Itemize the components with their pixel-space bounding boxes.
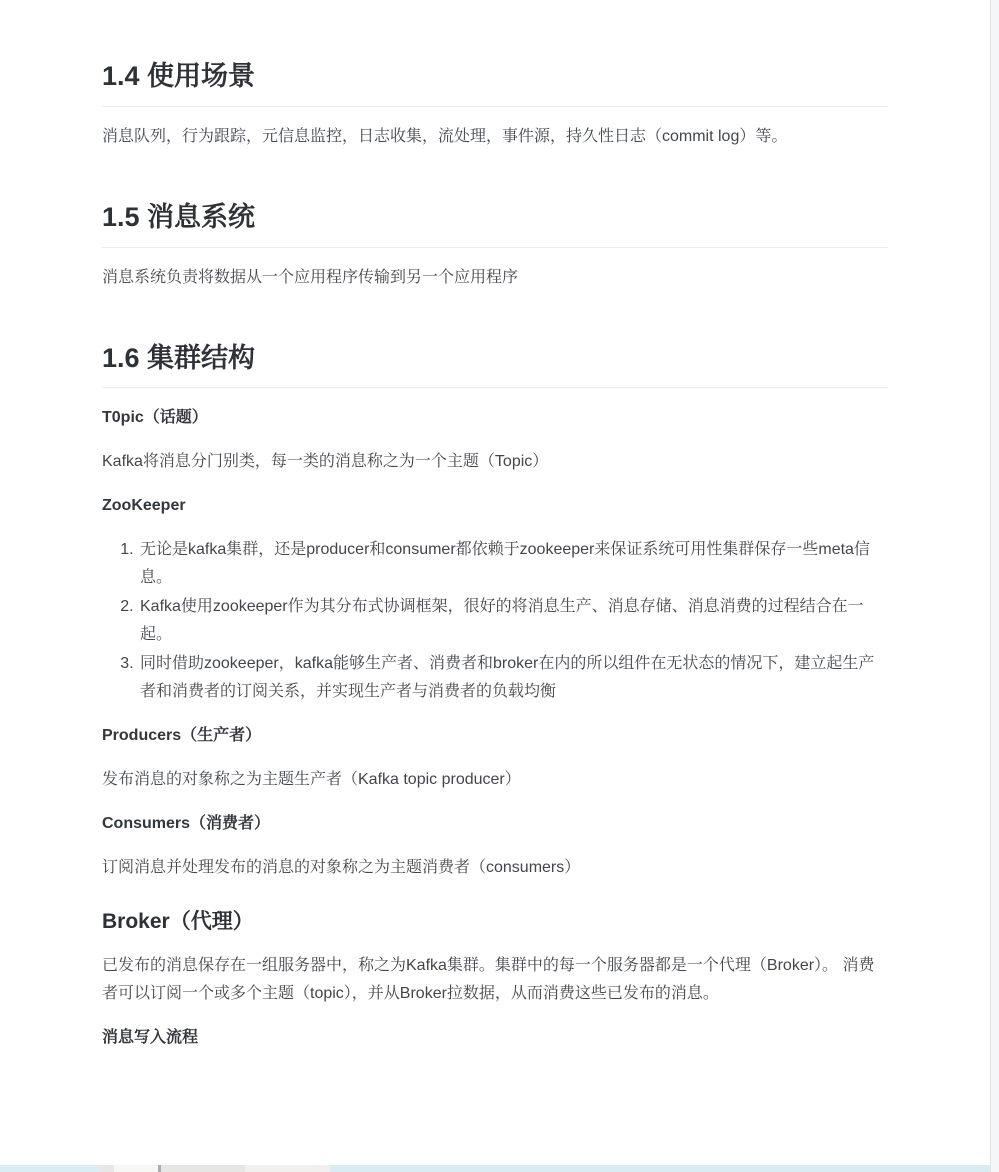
message-write-flow-subheading: 消息写入流程 <box>102 1028 199 1046</box>
usage-paragraph: 消息队列，行为跟踪，元信息监控，日志收集，流处理，事件源，持久性日志（commit log）等。 <box>102 127 788 145</box>
consumers-subheading: Consumers（消费者） <box>102 815 271 833</box>
section-title-cluster-structure: 1.6 集群结构 <box>102 342 888 389</box>
section-title-usage: 1.4 使用场景 <box>102 60 888 107</box>
zookeeper-subheading: ZooKeeper <box>102 497 186 515</box>
topic-paragraph: Kafka将消息分门别类，每一类的消息称之为一个主题（Topic） <box>102 453 549 471</box>
strip-segment <box>161 1165 245 1172</box>
consumers-paragraph: 订阅消息并处理发布的消息的对象称之为主题消费者（consumers） <box>102 859 581 877</box>
message-system-paragraph: 消息系统负责将数据从一个应用程序传输到另一个应用程序 <box>102 268 519 286</box>
strip-segment <box>114 1165 158 1172</box>
producers-paragraph: 发布消息的对象称之为主题生产者（Kafka topic producer） <box>102 771 521 789</box>
zookeeper-list <box>102 536 888 706</box>
list-item: 1. 无论是kafka集群，还是producer和consumer都依赖于zookeeper来保证系统可用性集群保存一些meta信息。 <box>138 536 888 592</box>
list-item: 3. 同时借助zookeeper，kafka能够生产者、消费者和broker在内的所以组件在无状态的情况下，建立起生产者和消费者的订阅关系，并实现生产者与消费者的负载均衡 <box>138 650 888 706</box>
strip-segment <box>330 1165 991 1172</box>
partial-image-strip <box>0 1165 991 1172</box>
list-item: 2. Kafka使用zookeeper作为其分布式协调框架，很好的将消息生产、消息存储、消息消费的过程结合在一起。 <box>138 593 888 649</box>
strip-segment <box>245 1165 330 1172</box>
topic-subheading: T0pic（话题） <box>102 409 208 427</box>
producers-subheading: Producers（生产者） <box>102 727 262 745</box>
broker-paragraph: 已发布的消息保存在一组服务器中，称之为Kafka集群。集群中的每一个服务器都是一个代理（Broker）。 消费者可以订阅一个或多个主题（topic），并从Broker拉数据，从而消费这些已发布的消息。 <box>102 956 875 1002</box>
markdown-content <box>102 0 888 1068</box>
section-title-message-system: 1.5 消息系统 <box>102 201 888 248</box>
strip-segment <box>0 1165 100 1172</box>
strip-segment <box>100 1165 114 1172</box>
broker-heading: Broker（代理） <box>102 910 254 934</box>
scrollbar-track[interactable] <box>990 0 999 1172</box>
